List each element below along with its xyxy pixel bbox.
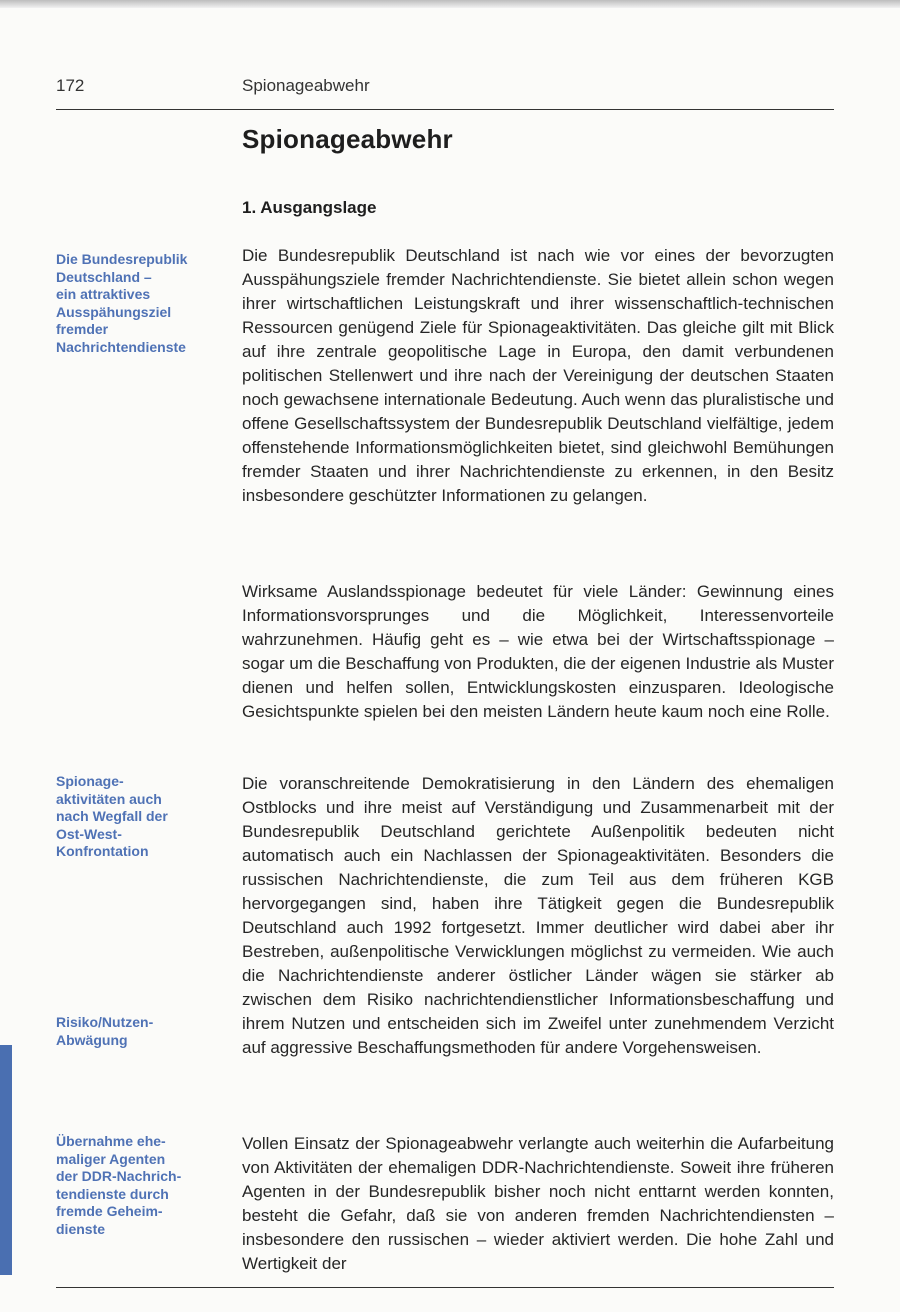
page-title: Spionageabwehr (242, 124, 453, 154)
page-top-edge (0, 0, 900, 8)
section-heading: 1. Ausgangslage (242, 198, 377, 217)
paragraph-2: Wirksame Auslandsspionage bedeutet für viele Länder: Gewinnung eines Informationsvorsprunges und die Möglichkeit, Interessenvorteile wahrzunehmen. Häufig geht es – wie etwa bei der Wirtschaftsspionage – sogar um die Beschaffung von Produkten, die der eigenen Industrie als Muster dienen und helfen sollen, Entwicklungskosten einzusparen. Ideologische Gesichtspunkte spielen bei den meisten Ländern heute kaum noch eine Rolle. (242, 582, 834, 721)
footer-rule (56, 1287, 834, 1288)
chapter-tab-marker (0, 1045, 12, 1275)
paragraph-3: Die voranschreitende Demokratisierung in den Ländern des ehemaligen Ostblocks und ihre meist auf Verständigung und Zusammenarbeit mit der Bundesrepublik Deutschland gerichtete Außenpolitik bedeuten nicht automatisch auch ein Nachlassen der Spionageaktivitäten. Besonders die russischen Nachrichtendienste, die zum Teil aus dem früheren KGB hervorgegangen sind, haben ihre Tätigkeit gegen die Bundesrepublik Deutschland auch 1992 fortgesetzt. Immer deutlicher wird dabei aber ihr Bestreben, außenpolitische Verwicklungen möglichst zu vermeiden. Wie auch die Nachrichtendienste anderer östlicher Länder wägen sie stärker ab zwischen dem Risiko nachrichtendienstlicher Informationsbeschaffung und ihrem Nutzen und entscheiden sich im Zweifel unter zunehmendem Verzicht auf aggressive Beschaffungsmethoden für andere Vorgehensweisen. (242, 774, 834, 1057)
margin-note-risk-benefit: Risiko/Nutzen- Abwägung (56, 1014, 154, 1048)
margin-note-espionage-activities: Spionage- aktivitäten auch nach Wegfall der Ost-West- Konfrontation (56, 773, 168, 859)
margin-note-attractive-target: Die Bundesrepublik Deutschland – ein attraktives Ausspähungsziel fremder Nachrichtendienste (56, 251, 188, 355)
paragraph-1: Die Bundesrepublik Deutschland ist nach wie vor eines der bevorzugten Ausspähungsziele fremder Nachrichtendienste. Sie bietet allein schon wegen ihrer wirtschaftlichen Leistungskraft und ihrer wissenschaftlich-technischen Ressourcen genügend Ziele für Spionageaktivitäten. Das gleiche gilt mit Blick auf ihre zentrale geopolitische Lage in Europa, den damit verbundenen politischen Stellenwert und ihre nach der Vereinigung der deutschen Staaten noch gewachsene internationale Bedeutung. Auch wenn das pluralistische und offene Gesellschaftssystem der Bundesrepublik Deutschland vielfältige, jedem offenstehende Informationsmöglichkeiten bietet, sind gleichwohl Bemühungen fremder Staaten und ihrer Nachrichtendienste zu erkennen, in den Besitz insbesondere geschützter Informationen zu gelangen. (242, 246, 834, 505)
page-number: 172 (56, 76, 85, 95)
paragraph-4: Vollen Einsatz der Spionageabwehr verlangte auch weiterhin die Aufarbeitung von Aktivitäten der ehemaligen DDR-Nachrichtendienste. Soweit ihre früheren Agenten in der Bundesrepublik bisher noch nicht enttarnt werden konnten, besteht die Gefahr, daß sie von anderen fremden Nachrichtendiensten – insbesondere den russischen – wieder aktiviert werden. Die hohe Zahl und Wertigkeit der (242, 1134, 834, 1273)
running-head: Spionageabwehr (242, 76, 370, 95)
margin-note-former-agents: Übernahme ehe- maliger Agenten der DDR-Nachrich- tendienste durch fremde Geheim- dienste (56, 1133, 182, 1237)
header-rule (56, 109, 834, 110)
